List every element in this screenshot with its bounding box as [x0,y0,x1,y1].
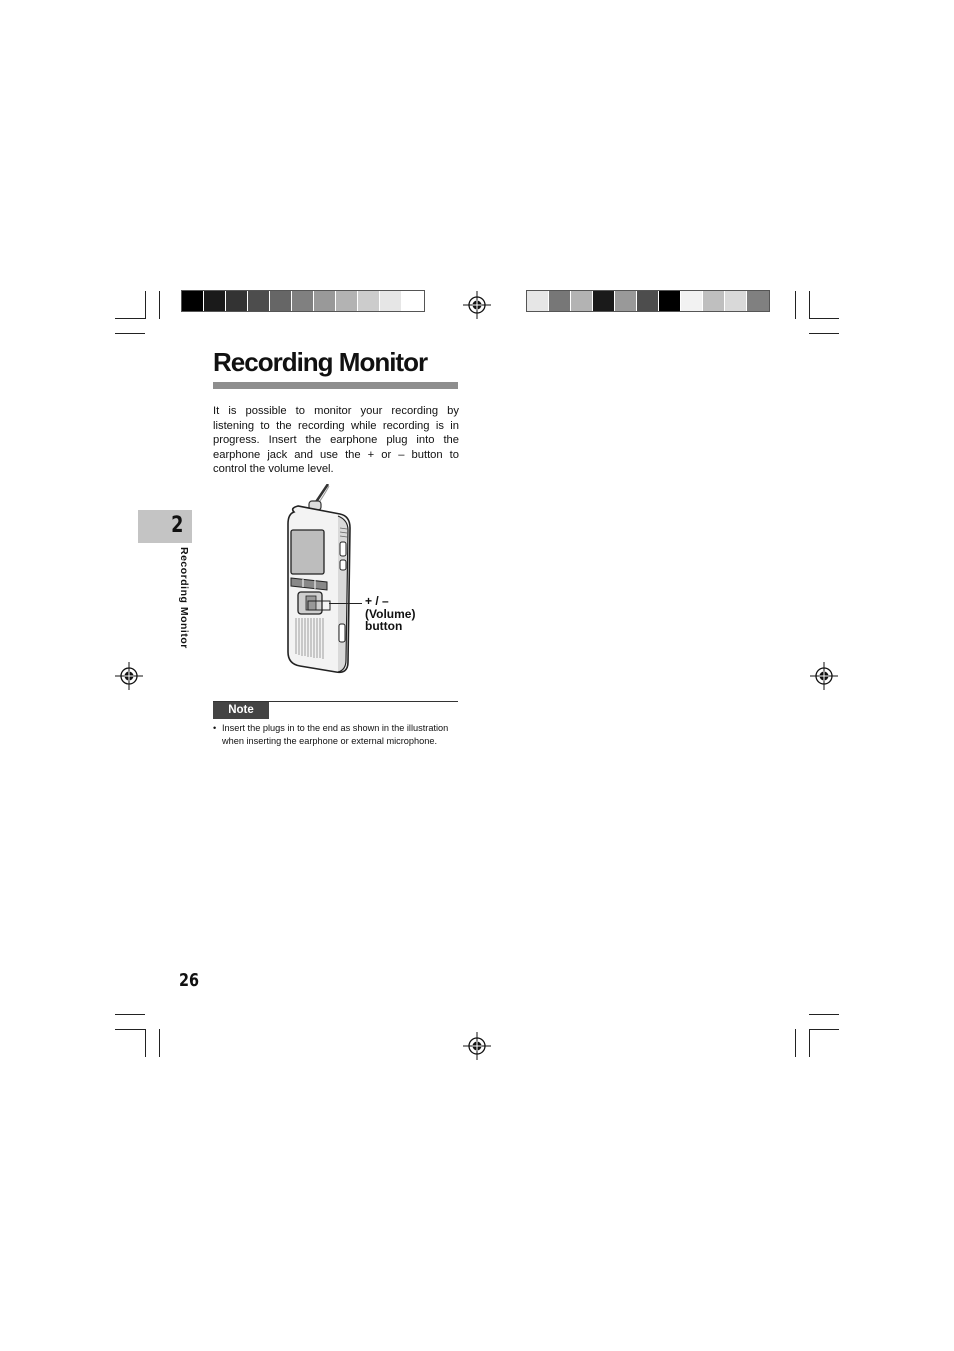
color-swatch [292,291,314,311]
color-swatch [402,291,424,311]
color-swatch [747,291,769,311]
color-swatch [549,291,571,311]
bullet-icon: • [213,723,217,733]
color-swatch [659,291,681,311]
side-section-label: Recording Monitor [178,547,190,649]
color-swatch [637,291,659,311]
body-paragraph: It is possible to monitor your recording by listening to the recording while recording is in progress. Insert the earphone plug into the earphone jack and use the + or – button to control the volume level. [213,405,459,475]
color-swatch [182,291,204,311]
color-swatch [270,291,292,311]
gray-swatch-bar-right [526,290,770,312]
chapter-tab [138,510,192,543]
note-item: • Insert the plugs in to the end as shown in the illustration when inserting the earphone or external microphone. [213,723,449,746]
chapter-number: 2 [170,513,183,538]
registration-mark-icon [114,661,144,691]
color-swatch [380,291,402,311]
color-swatch [615,291,637,311]
color-swatch [226,291,248,311]
color-swatch [725,291,747,311]
title-underline [213,382,458,389]
gray-swatch-bar-left [181,290,425,312]
color-swatch [336,291,358,311]
color-swatch [703,291,725,311]
color-swatch [358,291,380,311]
color-swatch [204,291,226,311]
color-swatch [593,291,615,311]
color-swatch [571,291,593,311]
registration-mark-icon [462,1031,492,1061]
page-title: Recording Monitor [213,347,428,377]
volume-button-callout: + / – (Volume) button [365,594,416,633]
note-label: Note [213,702,269,719]
registration-mark-icon [462,290,492,320]
color-swatch [681,291,703,311]
color-swatch [527,291,549,311]
page-number: 26 [179,970,200,991]
callout-leader-line [329,603,362,604]
voice-recorder-illustration [282,484,362,676]
color-swatch [248,291,270,311]
registration-mark-icon [809,661,839,691]
color-swatch [314,291,336,311]
